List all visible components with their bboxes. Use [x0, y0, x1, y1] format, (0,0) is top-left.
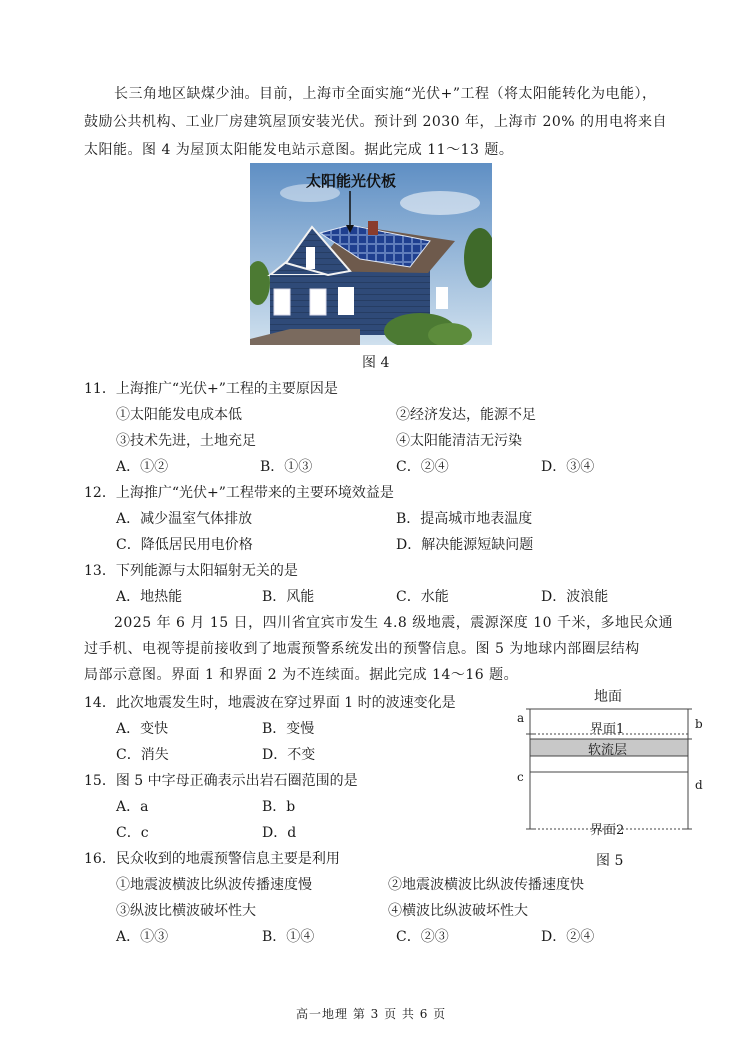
q16-statement-3: ③纵波比横波破坏性大	[116, 903, 256, 919]
q16-option-c[interactable]: C．②③	[396, 929, 449, 945]
q14-option-d[interactable]: D．不变	[262, 747, 316, 763]
solar-panel-label: 太阳能光伏板	[306, 172, 397, 190]
letter-c: c	[517, 770, 524, 784]
q12-option-c[interactable]: C．降低居民用电价格	[116, 537, 253, 553]
intro-paragraph-1	[84, 80, 684, 108]
window	[274, 289, 290, 315]
figure-5-diagram	[512, 684, 712, 844]
intro-1-rest	[84, 108, 684, 164]
figure-4-photo	[250, 163, 492, 345]
q14-option-c[interactable]: C．消失	[116, 747, 169, 763]
letter-a: a	[517, 711, 525, 725]
q12-option-a[interactable]: A．减少温室气体排放	[116, 511, 253, 527]
q11-statement-2: ②经济发达，能源不足	[396, 407, 536, 423]
question-11-stem: 11．上海推广“光伏+”工程的主要原因是	[84, 381, 338, 397]
question-13-stem: 13．下列能源与太阳辐射无关的是	[84, 563, 298, 579]
intro-2-line-1: 2025 年 6 月 15 日，四川省宜宾市发生 4.8 级地震，震源深度 10 千米，多地民众通	[114, 615, 673, 631]
intro-1-line-1: 长三角地区缺煤少油。目前，上海市全面实施“光伏+”工程（将太阳能转化为电能），	[114, 86, 657, 102]
q14-option-b[interactable]: B．变慢	[262, 721, 315, 737]
q11-option-a[interactable]: A．①②	[116, 459, 169, 475]
q11-option-d[interactable]: D．③④	[541, 459, 595, 475]
q15-option-d[interactable]: D．d	[262, 825, 297, 841]
window	[310, 289, 326, 315]
letter-d: d	[695, 778, 703, 792]
question-15-stem: 15．图 5 中字母正确表示出岩石圈范围的是	[84, 773, 358, 789]
q13-option-a[interactable]: A．地热能	[116, 589, 183, 605]
intro-2-line-3: 局部示意图。界面 1 和界面 2 为不连续面。据此完成 14～16 题。	[84, 667, 519, 683]
q11-option-b[interactable]: B．①③	[260, 459, 313, 475]
surface-label: 地面	[594, 689, 622, 705]
question-14-stem: 14．此次地震发生时，地震波在穿过界面 1 时的波速变化是	[84, 695, 456, 711]
page-footer: 高一地理 第 3 页 共 6 页	[296, 1007, 447, 1021]
q13-option-d[interactable]: D．波浪能	[541, 589, 609, 605]
q16-option-a[interactable]: A．①③	[116, 929, 169, 945]
letter-b: b	[695, 717, 703, 731]
q16-option-d[interactable]: D．②④	[541, 929, 595, 945]
cloud	[400, 191, 480, 215]
q15-option-c[interactable]: C．c	[116, 825, 149, 841]
interface-1-label: 界面1	[590, 722, 625, 737]
intro-1-line-3: 太阳能。图 4 为屋顶太阳能发电站示意图。据此完成 11～13 题。	[84, 142, 514, 158]
asthenosphere-label: 软流层	[588, 743, 628, 758]
q16-option-b[interactable]: B．①④	[262, 929, 315, 945]
question-12-stem: 12．上海推广“光伏+”工程带来的主要环境效益是	[84, 485, 394, 501]
intro-1-line-2: 鼓励公共机构、工业厂房建筑屋顶安装光伏。预计到 2030 年，上海市 20% 的用电将来自	[84, 114, 668, 130]
q16-statement-2: ②地震波横波比纵波传播速度快	[388, 877, 584, 893]
window	[436, 287, 448, 309]
q12-option-b[interactable]: B．提高城市地表温度	[396, 511, 533, 527]
q11-statement-4: ④太阳能清洁无污染	[396, 433, 522, 449]
q16-statement-1: ①地震波横波比纵波传播速度慢	[116, 877, 312, 893]
chimney	[368, 221, 378, 235]
intro-2-line-2: 过手机、电视等提前接收到了地震预警系统发出的预警信息。图 5 为地球内部圈层结构	[84, 641, 640, 657]
q12-option-d[interactable]: D．解决能源短缺问题	[396, 537, 534, 553]
figure-5-caption: 图 5	[596, 853, 624, 869]
interface-2-label: 界面2	[590, 823, 625, 838]
q11-statement-1: ①太阳能发电成本低	[116, 407, 242, 423]
q15-option-a[interactable]: A．a	[116, 799, 149, 815]
q11-statement-3: ③技术先进，土地充足	[116, 433, 256, 449]
question-16-stem: 16．民众收到的地震预警信息主要是利用	[84, 851, 340, 867]
q13-option-c[interactable]: C．水能	[396, 589, 449, 605]
figure-4-caption: 图 4	[362, 355, 390, 371]
q14-option-a[interactable]: A．变快	[116, 721, 169, 737]
window	[338, 287, 354, 315]
q15-option-b[interactable]: B．b	[262, 799, 296, 815]
q13-option-b[interactable]: B．风能	[262, 589, 315, 605]
window	[306, 247, 315, 269]
q11-option-c[interactable]: C．②④	[396, 459, 449, 475]
q16-statement-4: ④横波比纵波破坏性大	[388, 903, 528, 919]
